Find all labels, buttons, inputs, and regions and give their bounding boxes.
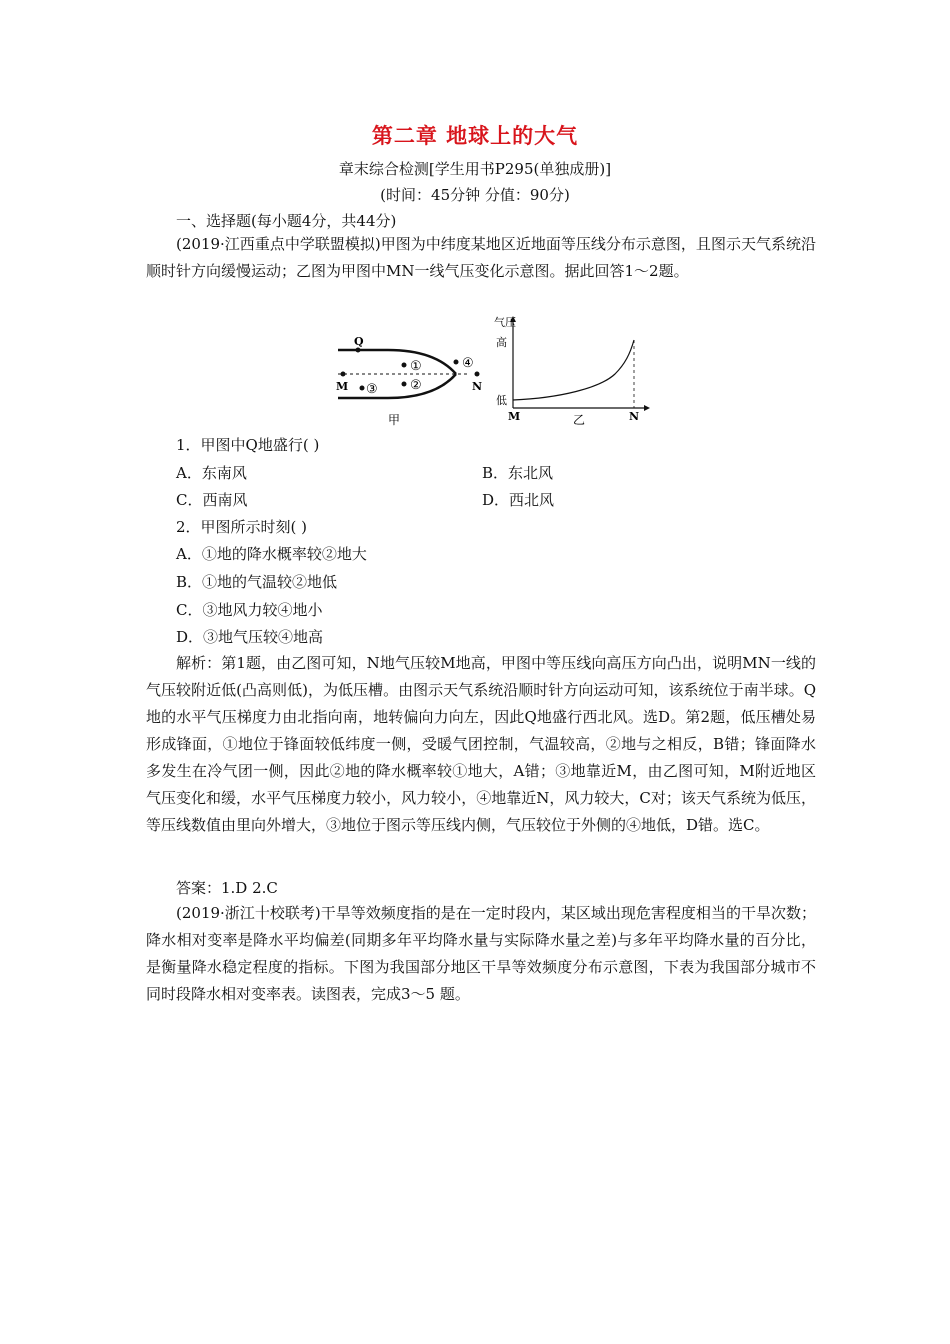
subtitle: 章末综合检测[学生用书P295(单独成册)] [338, 160, 612, 178]
axis-label-pressure: 气压 [494, 316, 516, 329]
axis-label-low: 低 [496, 394, 507, 407]
figure-jia [336, 335, 482, 427]
label-point-1: ① [410, 359, 422, 374]
axis-label-m: M [508, 410, 521, 423]
chapter-title: 第二章 地球上的大气 [371, 123, 579, 148]
axis-label-high: 高 [496, 336, 507, 349]
label-n: N [472, 380, 483, 393]
axis-label-n: N [629, 410, 640, 423]
intro-paragraph-1: (2019·江西重点中学联盟模拟)甲图为中纬度某地区近地面等压线分布示意图，且图示天气系统沿顺时针方向缓慢运动；乙图为甲图中MN一线气压变化示意图。据此回答1～2题。 [146, 235, 816, 280]
label-point-2: ② [410, 378, 422, 393]
time-info: (时间：45分钟 分值：90分) [380, 186, 570, 204]
question-2-option-c: C．③地风力较④地小 [176, 601, 323, 619]
caption-jia: 甲 [388, 413, 401, 427]
label-q: Q [354, 335, 364, 348]
pressure-figure [330, 312, 660, 432]
figure-yi [494, 315, 650, 427]
question-1-option-c: C．西南风 [176, 491, 248, 509]
question-2-option-a: A．①地的降水概率较②地大 [176, 545, 367, 563]
question-1-option-b: B．东北风 [482, 464, 554, 482]
answer-line: 答案：1.D 2.C [176, 879, 278, 897]
question-1-option-d: D．西北风 [482, 491, 555, 509]
question-1-stem: 1．甲图中Q地盛行( ) [176, 436, 320, 454]
section-heading: 一、选择题(每小题4分，共44分) [176, 212, 397, 230]
question-2-stem: 2．甲图所示时刻( ) [176, 518, 308, 536]
question-2-option-d: D．③地气压较④地高 [176, 628, 324, 646]
label-m: M [336, 380, 349, 393]
label-point-4: ④ [462, 356, 474, 371]
question-1-option-a: A．东南风 [176, 464, 247, 482]
caption-yi: 乙 [573, 413, 586, 427]
intro-paragraph-2: (2019·浙江十校联考)干旱等效频度指的是在一定时段内，某区域出现危害程度相当的干旱次数；降水相对变率是降水平均偏差(同期多年平均降水量与实际降水量之差)与多年平均降水量的百分比，是衡量降水稳定程度的指标。下图为我国部分地区干旱等效频度分布示意图，下表为我国部分城市不同时段降水相对变率表。读图表，完成3～5 题。 [146, 904, 816, 1003]
analysis-paragraph: 解析：第1题，由乙图可知，N地气压较M地高，甲图中等压线向高压方向凸出，说明MN一线的气压较附近低(凸高则低)，为低压槽。由图示天气系统沿顺时针方向运动可知，该系统位于南半球。Q地的水平气压梯度力由北指向南，地转偏向力向左，因此Q地盛行西北风。选D。第2题，低压槽处易形成锋面，①地位于锋面较低纬度一侧，受暖气团控制，气温较高，②地与之相反，B错；锋面降水多发生在冷气团一侧，因此②地的降水概率较①地大，A错；③地靠近M，由乙图可知，M附近地区气压变化和缓，水平气压梯度力较小，风力较小，④地靠近N，风力较大，C对；该天气系统为低压，等压线数值由里向外增大，③地位于图示等压线内侧，气压较位于外侧的④地低，D错。选C。 [146, 654, 816, 834]
question-2-option-b: B．①地的气温较②地低 [176, 573, 338, 591]
label-point-3: ③ [366, 382, 378, 397]
